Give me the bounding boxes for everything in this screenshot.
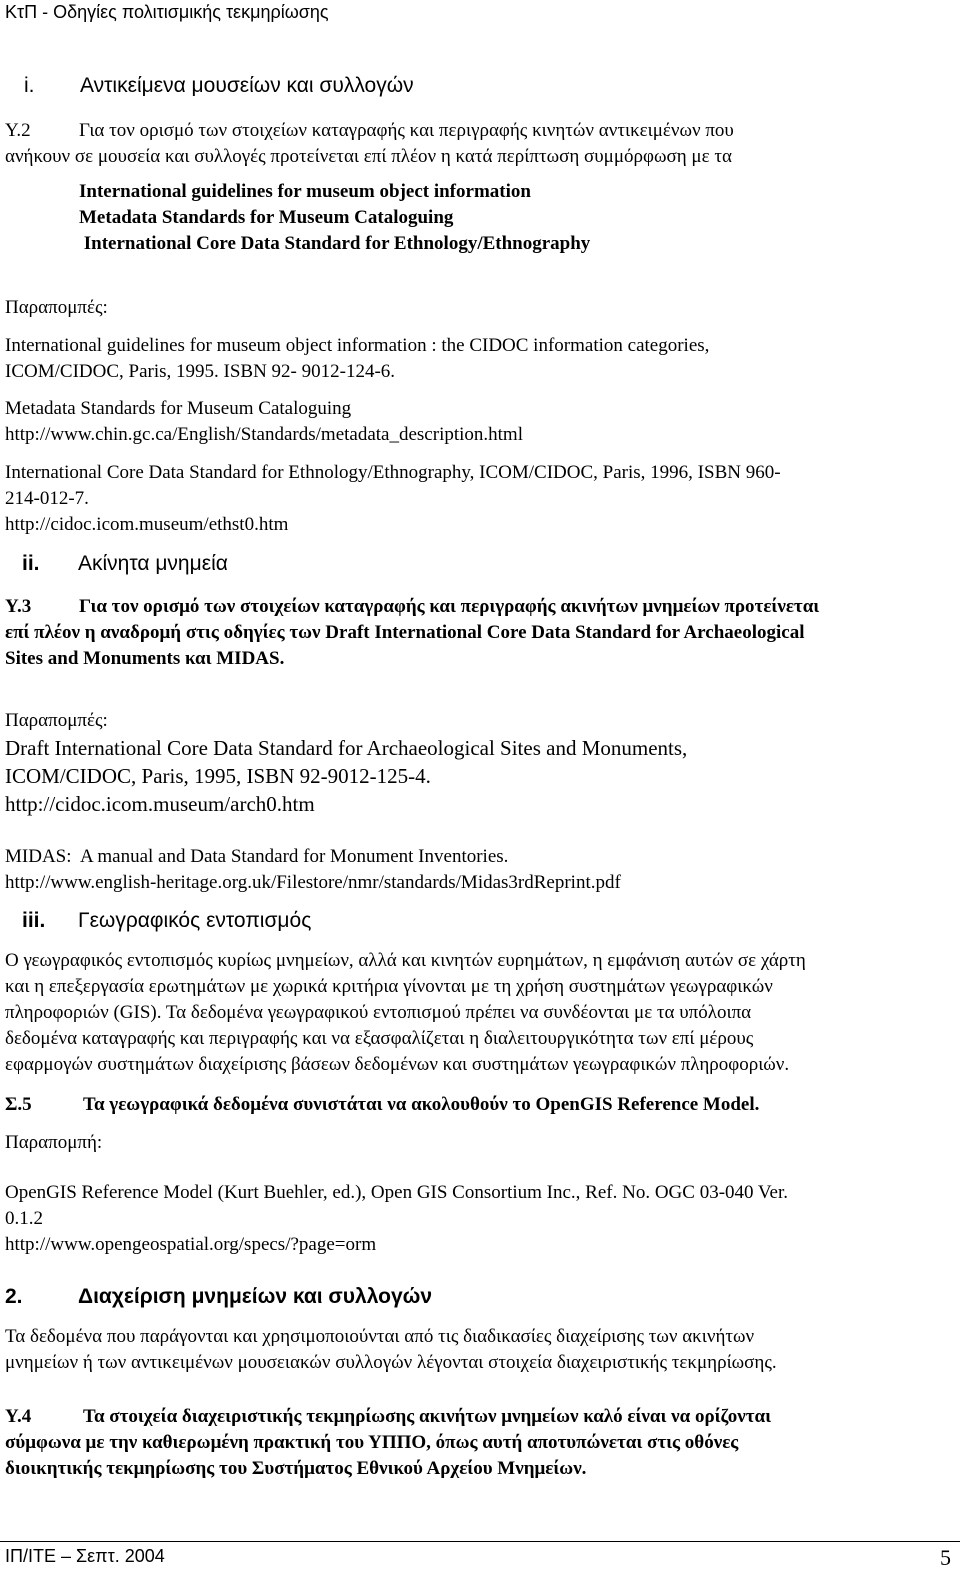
paragraph-line: και η επεξεργασία ερωτημάτων με χωρικά κριτήρια γίνονται με τη χρήση συστημάτων γεωγραφικών xyxy=(5,976,773,997)
section-i-number: i. xyxy=(24,74,35,97)
reference-2-line1: MIDAS: A manual and Data Standard for Monument Inventories. xyxy=(5,846,509,867)
standard-item: Metadata Standards for Museum Cataloguing xyxy=(79,207,454,228)
req-y4-id: Υ.4 xyxy=(5,1406,32,1427)
reference-3-line1: International Core Data Standard for Ethnology/Ethnography, ICOM/CIDOC, Paris, 1996, ISBN 960- xyxy=(5,462,781,483)
standard-item: International Core Data Standard for Ethnology/Ethnography xyxy=(79,233,591,254)
reference-3-url[interactable]: http://cidoc.icom.museum/ethst0.htm xyxy=(5,514,289,535)
section-2-heading: Διαχείριση μνημείων και συλλογών xyxy=(78,1285,433,1308)
reference-1-line2: ICOM/CIDOC, Paris, 1995, ISBN 92-9012-125-4. xyxy=(5,764,431,788)
standard-item: International guidelines for museum object information xyxy=(79,181,531,202)
reference-1-line2: ICOM/CIDOC, Paris, 1995. ISBN 92- 9012-124-6. xyxy=(5,361,396,382)
reference-line2: 0.1.2 xyxy=(5,1208,43,1229)
section-iii-heading: Γεωγραφικός εντοπισμός xyxy=(78,909,312,932)
req-y2-id: Υ.2 xyxy=(5,120,31,141)
document-header: ΚτΠ - Οδηγίες πολιτισμικής τεκμηρίωσης xyxy=(5,2,329,22)
req-y2-line2: ανήκουν σε μουσεία και συλλογές προτείνεται επί πλέον η κατά περίπτωση συμμόρφωση με τα xyxy=(5,146,732,167)
req-y4-line1: Τα στοιχεία διαχειριστικής τεκμηρίωσης ακινήτων μνημείων καλό είναι να ορίζονται xyxy=(83,1406,771,1427)
paragraph-line: μνημείων ή των αντικειμένων μουσειακών συλλογών λέγονται στοιχεία διαχειριστικής τεκμηρίωσης. xyxy=(5,1352,777,1373)
req-y3-id: Υ.3 xyxy=(5,596,32,617)
rec-s5-text: Τα γεωγραφικά δεδομένα συνιστάται να ακολουθούν το OpenGIS Reference Model. xyxy=(83,1094,760,1115)
reference-1-line1: International guidelines for museum object information : the CIDOC information categories, xyxy=(5,335,710,356)
section-ii-number: ii. xyxy=(22,552,40,575)
paragraph-line: δεδομένα καταγραφής και περιγραφής και να εξασφαλίζεται η διαλειτουργικότητα των επί μέρους xyxy=(5,1028,754,1049)
reference-1-url[interactable]: http://cidoc.icom.museum/arch0.htm xyxy=(5,792,315,816)
reference-line1: OpenGIS Reference Model (Kurt Buehler, ed.), Open GIS Consortium Inc., Ref. No. OGC 03-040 Ver. xyxy=(5,1182,789,1203)
reference-url[interactable]: http://www.opengeospatial.org/specs/?page=orm xyxy=(5,1234,377,1255)
req-y2-line1: Για τον ορισμό των στοιχείων καταγραφής και περιγραφής κινητών αντικειμένων που xyxy=(79,120,734,141)
req-y4-line2: σύμφωνα με την καθιερωμένη πρακτική του ΥΠΠΟ, όπως αυτή αποτυπώνεται στις οθόνες xyxy=(5,1432,739,1453)
section-iii-number: iii. xyxy=(22,909,46,932)
references-label: Παραπομπές: xyxy=(5,710,108,731)
req-y3-line2: επί πλέον η αναδρομή στις οδηγίες των Draft International Core Data Standard for Archaeological xyxy=(5,622,805,643)
req-y3-line3: Sites and Monuments και MIDAS. xyxy=(5,648,285,669)
paragraph-line: Τα δεδομένα που παράγονται και χρησιμοποιούνται από τις διαδικασίες διαχείρισης των ακινήτων xyxy=(5,1326,755,1347)
paragraph-line: Ο γεωγραφικός εντοπισμός κυρίως μνημείων, αλλά και κινητών ευρημάτων, η εμφάνιση αυτών σε χάρτη xyxy=(5,950,806,971)
req-y3-line1: Για τον ορισμό των στοιχείων καταγραφής και περιγραφής ακινήτων μνημείων προτείνεται xyxy=(79,596,820,617)
req-y4-line3: διοικητικής τεκμηρίωσης του Συστήματος Εθνικού Αρχείου Μνημείων. xyxy=(5,1458,587,1479)
reference-2-line1: Metadata Standards for Museum Cataloguing xyxy=(5,398,352,419)
rec-s5-id: Σ.5 xyxy=(5,1094,32,1115)
section-i-heading: Αντικείμενα μουσείων και συλλογών xyxy=(80,74,414,97)
paragraph-line: εφαρμογών συστημάτων διαχείρισης βάσεων δεδομένων και συστημάτων γεωγραφικών πληροφοριών. xyxy=(5,1054,790,1075)
section-ii-heading: Ακίνητα μνημεία xyxy=(78,552,228,575)
footer-rule xyxy=(0,1541,960,1542)
reference-3-line2: 214-012-7. xyxy=(5,488,89,509)
reference-2-url[interactable]: http://www.english-heritage.org.uk/Filestore/nmr/standards/Midas3rdReprint.pdf xyxy=(5,872,621,893)
reference-label: Παραπομπή: xyxy=(5,1132,103,1153)
page-number: 5 xyxy=(940,1545,951,1570)
reference-1-line1: Draft International Core Data Standard for Archaeological Sites and Monuments, xyxy=(5,736,688,760)
paragraph-line: πληροφοριών (GIS). Τα δεδομένα γεωγραφικού εντοπισμού πρέπει να συνδέονται με τα υπόλοιπα xyxy=(5,1002,752,1023)
footer-left: ΙΠ/ΙΤΕ – Σεπτ. 2004 xyxy=(5,1546,165,1566)
section-2-number: 2. xyxy=(5,1285,23,1308)
reference-2-url[interactable]: http://www.chin.gc.ca/English/Standards/metadata_description.html xyxy=(5,424,523,445)
references-label: Παραπομπές: xyxy=(5,297,108,318)
